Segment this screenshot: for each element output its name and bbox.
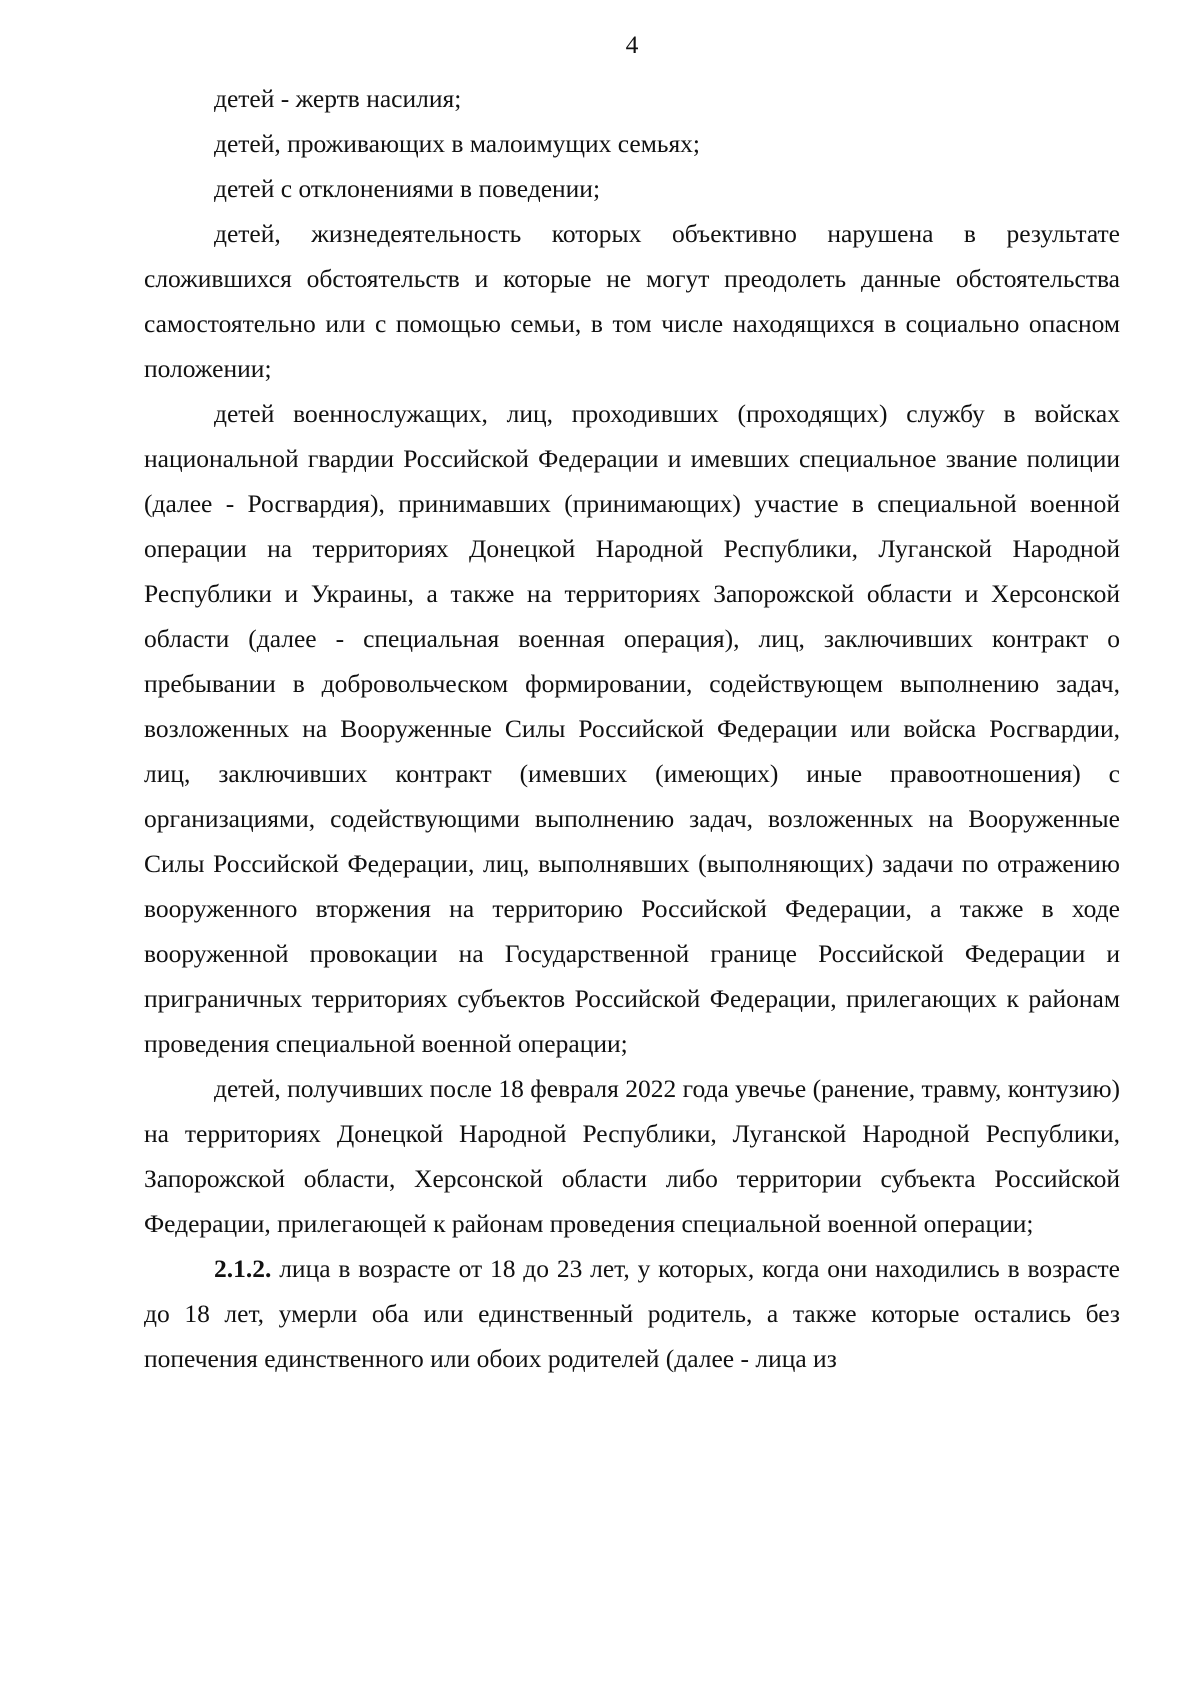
paragraph: детей, жизнедеятельность которых объективно нарушена в результате сложившихся обстоятельств и которые не могут преодолеть данные обстоятельства самостоятельно или с помощью семьи, в том числе находящихся в социально опасном положении; — [144, 219, 1120, 383]
paragraph: детей, проживающих в малоимущих семьях; — [214, 129, 701, 158]
clause-text: лица в возрасте от 18 до 23 лет, у которых, когда они находились в возрасте до 18 лет, умерли оба или единственный родитель, а также которые остались без попечения единственного или обоих родителей (далее - лица из — [144, 1254, 1120, 1373]
paragraph: детей - жертв насилия; — [214, 84, 462, 113]
paragraph: детей, получивших после 18 февраля 2022 года увечье (ранение, травму, контузию) на территориях Донецкой Народной Республики, Луганской Народной Республики, Запорожской области, Херсонской области либо территории субъекта Российской Федерации, прилегающей к районам проведения специальной военной операции; — [144, 1074, 1121, 1238]
clause-number: 2.1.2. — [214, 1254, 272, 1283]
paragraph: детей с отклонениями в поведении; — [214, 174, 601, 203]
paragraph-numbered — [144, 1246, 1120, 1381]
page-number: 4 — [625, 30, 639, 59]
paragraph: детей военнослужащих, лиц, проходивших (проходящих) службу в войсках национальной гвардии Российской Федерации и имевших специальное звание полиции (далее - Росгвардия), принимавших (принимающих) участие в специальной военной операции на территориях Донецкой Народной Республики, Луганской Народной Республики и Украины, а также на территориях Запорожской области и Херсонской области (далее - специальная военная операция), лиц, заключивших контракт о пребывании в добровольческом формировании, содействующем выполнению задач, возложенных на Вооруженные Силы Российской Федерации или войска Росгвардии, лиц, заключивших контракт (имевших (имеющих) иные правоотношения) с организациями, содействующими выполнению задач, возложенных на Вооруженные Силы Российской Федерации, лиц, выполнявших (выполняющих) задачи по отражению вооруженного вторжения на территорию Российской Федерации, а также в ходе вооруженной провокации на Государственной границе Российской Федерации и приграничных территориях субъектов Российской Федерации, прилегающих к районам проведения специальной военной операции; — [144, 399, 1120, 1058]
